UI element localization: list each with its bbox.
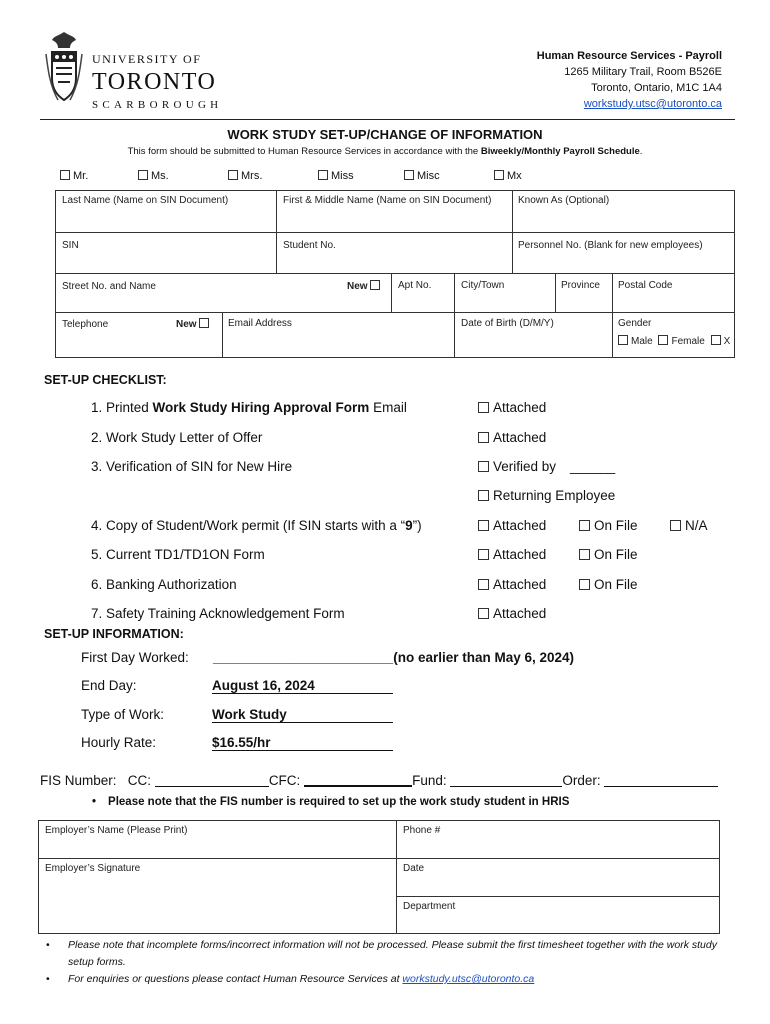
on-file-label: On File (594, 518, 638, 533)
checkbox-icon[interactable] (618, 335, 628, 345)
item-bold: Work Study Hiring Approval Form (152, 400, 370, 415)
note-2 (46, 971, 736, 988)
city-field[interactable]: City/Town (461, 280, 505, 291)
fis-order-label: Order: (562, 773, 601, 788)
first-day-blank[interactable]: ________________________ (213, 650, 394, 665)
known-as-field[interactable]: Known As (Optional) (518, 195, 610, 206)
checklist-item-7: 7. Safety Training Acknowledgement Form (91, 606, 345, 621)
item3-returning-checkbox[interactable] (478, 488, 615, 503)
checkbox-icon[interactable] (478, 432, 489, 443)
bullet-icon: • (46, 973, 50, 985)
grid-col-divider (391, 273, 392, 312)
checkbox-icon[interactable] (579, 579, 590, 590)
grid-col-divider (276, 190, 277, 273)
employer-grid-col-divider (396, 820, 397, 934)
salutation-mx[interactable] (494, 170, 522, 182)
form-subtitle (0, 146, 770, 157)
email-field[interactable]: Email Address (228, 318, 292, 329)
personal-info-grid (55, 190, 735, 358)
employer-grid-row-divider (396, 896, 720, 897)
grid-col-divider (612, 273, 613, 312)
fis-label: FIS Number: (40, 773, 117, 788)
salutation-label: Misc (417, 170, 440, 182)
checklist-item-5: 5. Current TD1/TD1ON Form (91, 547, 265, 562)
employer-phone-field[interactable]: Phone # (403, 825, 441, 836)
on-file-label: On File (594, 547, 638, 562)
gender-female-label: Female (671, 336, 705, 347)
salutation-miss[interactable] (318, 170, 354, 182)
verified-by-blank[interactable]: ______ (570, 459, 616, 474)
end-day-label: End Day: (81, 678, 137, 693)
checkbox-icon[interactable] (478, 490, 489, 501)
fis-cfc-input[interactable] (304, 775, 412, 787)
salutation-label: Mx (507, 170, 522, 182)
street-field[interactable]: Street No. and Name (62, 281, 156, 292)
checklist-item-2: 2. Work Study Letter of Offer (91, 430, 263, 445)
first-day-value[interactable] (213, 650, 574, 665)
checkbox-icon[interactable] (478, 461, 489, 472)
item4-onfile-checkbox[interactable] (579, 518, 638, 533)
checkbox-icon[interactable] (404, 170, 414, 180)
gender-male-label: Male (631, 336, 653, 347)
grid-col-divider (454, 273, 455, 312)
checkbox-icon[interactable] (494, 170, 504, 180)
bullet-icon: • (92, 796, 97, 808)
attached-label: Attached (493, 577, 547, 592)
fis-cc-label: CC: (127, 773, 152, 788)
returning-label: Returning Employee (493, 488, 616, 503)
salutation-misc[interactable] (404, 170, 440, 182)
item6-onfile-checkbox[interactable] (579, 577, 638, 592)
logo-line3: SCARBOROUGH (92, 99, 223, 111)
payroll-schedule-ref: Biweekly/Monthly Payroll Schedule (480, 146, 640, 157)
hr-email-link[interactable]: workstudy.utsc@utoronto.ca (583, 98, 722, 110)
salutation-mr[interactable] (60, 170, 88, 182)
salutation-ms[interactable] (138, 170, 169, 182)
employer-department-field[interactable]: Department (403, 901, 456, 912)
gender-options (618, 335, 730, 347)
grid-col-divider (454, 312, 455, 358)
checkbox-icon[interactable] (658, 335, 668, 345)
telephone-new-toggle[interactable] (176, 318, 212, 330)
attached-label: Attached (493, 518, 547, 533)
item5-attached-checkbox[interactable] (478, 547, 546, 562)
new-label: New (176, 319, 197, 330)
checkbox-icon[interactable] (478, 579, 489, 590)
end-day-value[interactable]: August 16, 2024 (212, 678, 393, 694)
university-crest-icon (44, 30, 84, 106)
grid-row-divider (55, 273, 735, 274)
gender-label: Gender (618, 318, 652, 329)
grid-row-divider (55, 312, 735, 313)
gender-x-label: X (723, 336, 731, 347)
first-day-note: (no earlier than May 6, 2024) (393, 650, 575, 665)
item1-attached-checkbox[interactable] (478, 400, 546, 415)
employer-name-field[interactable]: Employer’s Name (Please Print) (45, 825, 188, 836)
checklist-item-6: 6. Banking Authorization (91, 577, 237, 592)
item-text: 1. Printed (91, 400, 153, 415)
item-bold: 9 (405, 518, 413, 533)
university-logo-text (92, 52, 222, 111)
form-title: WORK STUDY SET-UP/CHANGE OF INFORMATION (227, 127, 543, 142)
subtitle-text: This form should be submitted to Human Resource Services in accordance with the (127, 146, 481, 157)
first-day-label: First Day Worked: (81, 650, 189, 665)
na-label: N/A (685, 518, 708, 533)
logo-line2: TORONTO (92, 69, 217, 95)
type-of-work-value[interactable]: Work Study (212, 707, 393, 723)
item-text: Email (369, 400, 407, 415)
fis-number-row (40, 773, 718, 788)
attached-label: Attached (493, 400, 547, 415)
checkbox-icon[interactable] (711, 335, 721, 345)
province-field[interactable]: Province (561, 280, 600, 291)
hourly-rate-value[interactable]: $16.55/hr (212, 735, 393, 751)
fis-cc-input[interactable] (155, 775, 269, 787)
checklist-item-3: 3. Verification of SIN for New Hire (91, 459, 293, 474)
checklist-item-1 (91, 400, 407, 415)
item-text: 4. Copy of Student/Work permit (If SIN starts with a “ (91, 518, 406, 533)
item4-na-checkbox[interactable] (670, 518, 708, 533)
grid-row-divider (55, 232, 735, 233)
type-of-work-label: Type of Work: (81, 707, 165, 722)
student-no-field[interactable]: Student No. (283, 240, 336, 251)
checkbox-icon[interactable] (579, 549, 590, 560)
item7-attached-checkbox[interactable] (478, 606, 546, 621)
salutation-label: Ms. (151, 170, 169, 182)
header-divider (40, 119, 735, 120)
checkbox-icon[interactable] (138, 170, 148, 180)
fis-fund-label: Fund: (412, 773, 447, 788)
checkbox-icon[interactable] (478, 608, 489, 619)
employer-signature-field[interactable]: Employer’s Signature (45, 863, 141, 874)
checkbox-icon[interactable] (318, 170, 328, 180)
fis-cfc-label: CFC: (268, 773, 301, 788)
salutation-label: Mrs. (241, 170, 263, 182)
attached-label: Attached (493, 430, 547, 445)
attached-label: Attached (493, 606, 547, 621)
grid-col-divider (612, 312, 613, 358)
verified-by-label: Verified by (493, 459, 557, 474)
employer-date-field[interactable]: Date (403, 863, 425, 874)
last-name-field[interactable]: Last Name (Name on SIN Document) (62, 195, 229, 206)
bullet-icon: • (46, 939, 50, 951)
item6-attached-checkbox[interactable] (478, 577, 546, 592)
logo-line1: UNIVERSITY OF (92, 52, 202, 66)
on-file-label: On File (594, 577, 638, 592)
hr-dept: Human Resource Services - Payroll (536, 50, 722, 62)
setup-info-heading: SET-UP INFORMATION: (44, 627, 184, 641)
checkbox-icon[interactable] (370, 280, 380, 290)
item3-verified-checkbox[interactable] (478, 459, 615, 474)
salutation-mrs[interactable] (228, 170, 262, 182)
dob-field[interactable]: Date of Birth (D/M/Y) (461, 318, 554, 329)
hr-address1: 1265 Military Trail, Room B526E (564, 66, 722, 78)
checklist-item-4 (91, 518, 422, 533)
item-text: ”) (412, 518, 422, 533)
note-2-text: For enquiries or questions please contact Human Resource Services at (68, 973, 403, 985)
fis-fund-input[interactable] (450, 775, 562, 787)
item2-attached-checkbox[interactable] (478, 430, 546, 445)
postal-code-field[interactable]: Postal Code (618, 280, 673, 291)
item4-attached-checkbox[interactable] (478, 518, 546, 533)
fis-note (92, 796, 569, 808)
new-label: New (347, 281, 368, 292)
personnel-no-field[interactable]: Personnel No. (Blank for new employees) (518, 240, 703, 251)
apt-field[interactable]: Apt No. (398, 280, 432, 291)
checkbox-icon[interactable] (478, 520, 489, 531)
checkbox-icon[interactable] (478, 402, 489, 413)
subtitle-end: . (639, 146, 643, 157)
checklist-heading: SET-UP CHECKLIST: (44, 373, 167, 387)
first-name-field[interactable]: First & Middle Name (Name on SIN Document) (283, 195, 492, 206)
checkbox-icon[interactable] (670, 520, 681, 531)
employer-grid-row-divider (38, 858, 720, 859)
fis-order-input[interactable] (604, 775, 718, 787)
address-new-toggle[interactable] (347, 280, 383, 292)
grid-col-divider (222, 312, 223, 358)
hr-contact-block (537, 48, 722, 112)
grid-col-divider (512, 190, 513, 273)
hr-email-link[interactable]: workstudy.utsc@utoronto.ca (402, 973, 535, 985)
sin-field[interactable]: SIN (62, 240, 79, 251)
item5-onfile-checkbox[interactable] (579, 547, 638, 562)
checkbox-icon[interactable] (199, 318, 209, 328)
employer-grid (38, 820, 720, 934)
note-1 (46, 937, 736, 971)
salutation-label: Mr. (73, 170, 89, 182)
telephone-field[interactable]: Telephone (62, 319, 109, 330)
salutation-label: Miss (331, 170, 354, 182)
checkbox-icon[interactable] (60, 170, 70, 180)
checkbox-icon[interactable] (228, 170, 238, 180)
grid-col-divider (555, 273, 556, 312)
hourly-rate-label: Hourly Rate: (81, 735, 157, 750)
note-1-text: Please note that incomplete forms/incorrect information will not be processed. Please submit the first timesheet together with the work study setup forms. (68, 939, 717, 968)
hr-address2: Toronto, Ontario, M1C 1A4 (591, 82, 722, 94)
checkbox-icon[interactable] (579, 520, 590, 531)
fis-note-text: Please note that the FIS number is required to set up the work study student in HRIS (108, 796, 570, 808)
attached-label: Attached (493, 547, 547, 562)
checkbox-icon[interactable] (478, 549, 489, 560)
